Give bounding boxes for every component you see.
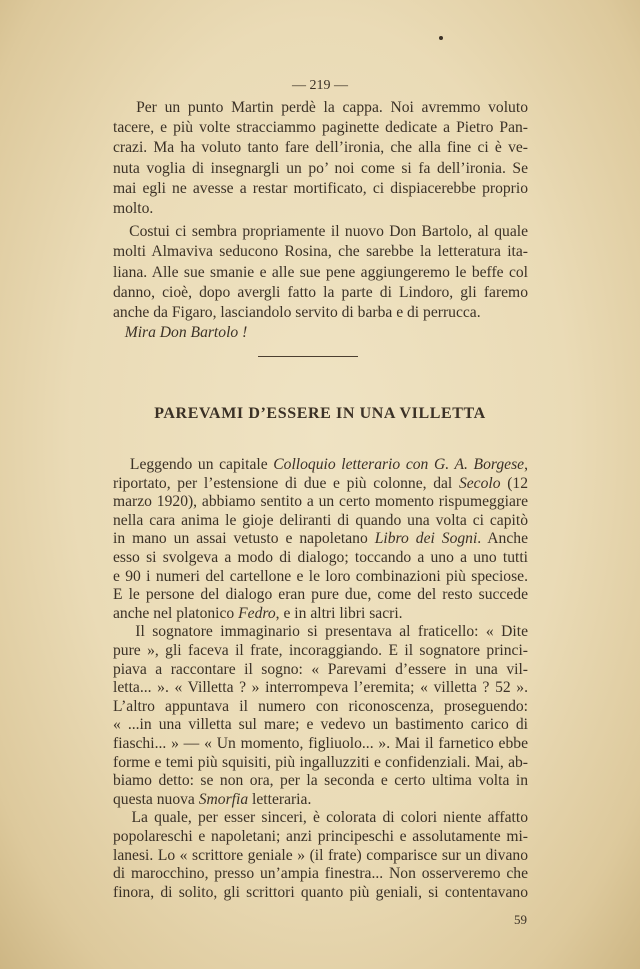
text-line [113,884,528,902]
text-segment: mai egli ne avesse a restar mortificato, ci dispiacerebbe proprio [113,179,528,197]
text-line [113,828,528,846]
text-segment: forme e temi più squisiti, più ingalluzziti e confidenziali. Mai, ab- [113,753,528,771]
text-line [113,661,528,679]
text-line [113,735,528,753]
text-segment: riportato, per l’estensione di due e più colonne, dal [113,474,459,492]
text-line [113,549,528,567]
text-segment: letteraria. [248,790,312,808]
text-segment: lanesi. Lo « scrittore geniale » (il frate) comparisce sur un divano [113,846,528,864]
text-segment: , [524,456,528,473]
section-divider [258,356,358,357]
text-line [113,568,528,586]
text-segment: finora, di solito, gli scrittori quanto più geniali, si contentavano [113,883,528,901]
text-segment: questa nuova [113,790,199,808]
text-segment: liana. Alle sue smanie e alle sue pene aggiungeremo le beffe col [113,263,528,281]
text-line [113,304,528,322]
text-line [113,772,528,790]
text-line [113,847,528,865]
page-header-number: — 219 — [292,78,348,93]
folio-number: 59 [514,912,527,927]
text-line [113,456,528,474]
italic-text: Mira Don Bartolo ! [124,324,248,342]
text-segment [113,324,125,341]
text-segment: in mano un assai vetusto e napoletano [113,530,375,548]
text-segment: « ...in una villetta sul mare; e vedevo un bastimento carico di [113,716,528,734]
text-line [113,530,528,548]
text-segment: nella cara anima le gioje deliranti di quando una volta ci capitò [113,511,528,529]
text-segment: , e in altri libri sacri. [275,604,403,622]
text-line [113,264,528,282]
text-segment: Costui ci sembra propriamente il nuovo Don Bartolo, al quale [113,223,528,241]
text-segment: La quale, per esser sinceri, è colorata di colori niente affatto [113,809,528,827]
text-line [113,243,528,261]
text-line [113,223,528,241]
text-line [113,180,528,198]
text-segment: (12 [500,474,529,492]
text-line [113,139,528,157]
text-segment: Il sognatore immaginario si presentava al fraticello: « Dite [113,623,528,641]
text-line [113,679,528,697]
text-segment: crazi. Ma ha voluto tanto fare dell’ironia, che alla fine ci è ve- [113,139,528,157]
text-line [113,99,528,117]
ink-speck [439,36,443,40]
text-segment: anche da Figaro, lasciandolo servito di barba e di perrucca. [113,304,481,321]
italic-text: Colloquio letterario con G. A. Borgese [273,456,525,473]
text-segment: biamo detto: se non ora, per la seconda e certo ultima volta in [113,772,528,790]
text-line [113,475,528,493]
text-line [113,791,528,809]
text-segment: molto. [113,200,154,217]
text-line [113,865,528,883]
text-segment: E le persone del dialogo eran pure due, come del resto succede [113,586,528,604]
text-segment: popolareschi e napoletani; anzi principeschi e assolutamente mi- [113,828,528,845]
text-segment: L’altro appuntava il numero con riconoscenza, proseguendo: [113,697,528,715]
section-title: PAREVAMI D’ESSERE IN UNA VILLETTA [154,405,486,422]
text-segment: . Anche [477,530,528,548]
text-line [113,605,528,623]
text-segment: Leggendo un capitale [113,456,274,473]
text-segment: e 90 i numeri del cartellone e le loro combinazioni più speciose. [113,567,528,585]
text-segment: nuta voglia di insegnargli un po’ noi come si fa dell’ironia. Se [113,159,528,177]
text-segment: tacere, e più volte stracciammo paginette dedicate a Pietro Pan- [113,119,528,137]
text-line [113,324,528,342]
text-line [113,716,528,734]
italic-text: Smorfia [198,790,249,808]
text-line [113,623,528,641]
text-line [113,586,528,604]
italic-text: Fedro [238,604,276,622]
text-line [113,642,528,660]
text-line [113,200,528,218]
text-segment: esso si svolgeva a modo di dialogo; toccando a uno a uno tutti [113,549,528,566]
text-line [113,512,528,530]
text-line [113,160,528,178]
text-line [113,698,528,716]
text-segment: anche nel platonico [113,604,239,622]
text-segment: Per un punto Martin perdè la cappa. Noi avremmo voluto [113,99,528,116]
italic-text: Libro dei Sogni [374,530,478,548]
text-segment: piava a raccontare il sogno: « Parevami d’essere in una vil- [113,660,528,678]
text-segment: letta... ». « Villetta ? » interrompeva l’eremita; « villetta ? 52 ». [113,679,528,697]
text-line [113,119,528,137]
text-segment: di marocchino, presso un’ampia finestra... Non osserveremo che [113,865,528,883]
text-segment: danno, cioè, dopo avergli fatto la parte di Lindoro, gli faremo [113,283,528,301]
text-segment: pure », gli faceva il frate, incoraggiando. E il sognatore princi- [113,642,528,659]
text-segment: molti Almaviva seducono Rosina, che sarebbe la letteratura ita- [113,243,528,261]
text-line [113,284,528,302]
italic-text: Secolo [458,474,501,492]
text-line [113,809,528,827]
text-segment: marzo 1920), abbiamo sentito a un certo momento rispumeggiare [113,493,528,511]
text-line [113,493,528,511]
text-segment: fiaschi... » — « Un momento, figliuolo... ». Mai il farnetico ebbe [113,735,528,752]
text-line [113,754,528,772]
